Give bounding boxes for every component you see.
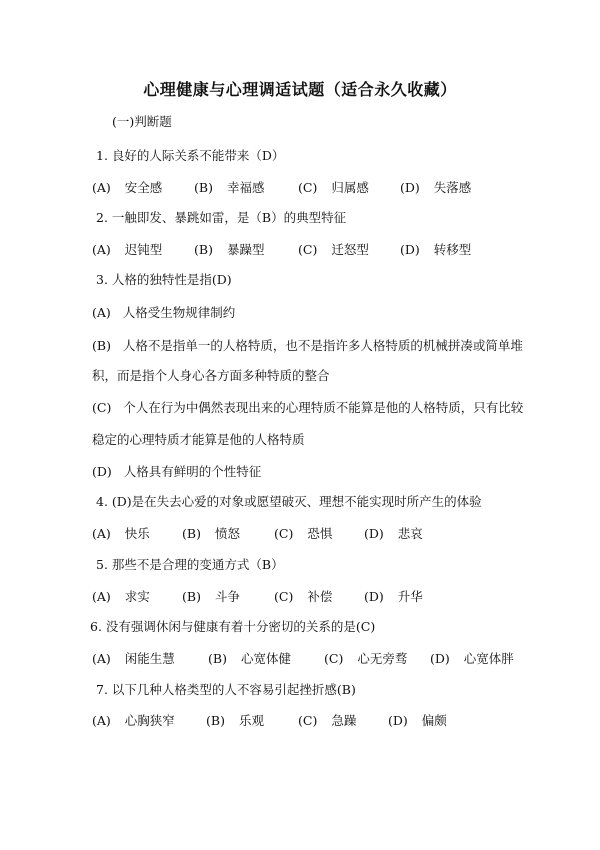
question-4: 4. (D)是在失去心爱的对象或愿望破灭、理想不能实现时所产生的体验 bbox=[96, 494, 482, 509]
option-d: (D) 悲哀 bbox=[364, 526, 423, 541]
option-b: (B) 幸福感 bbox=[194, 180, 265, 195]
option-b: (B) 乐观 bbox=[206, 713, 264, 728]
question-3: 3. 人格的独特性是指(D) bbox=[96, 272, 232, 287]
option-d: (D) 心宽体胖 bbox=[430, 651, 514, 666]
question-3-option-c: (C) 个人在行为中偶然表现出来的心理特质不能算是他的人格特质，只有比较 bbox=[92, 400, 524, 415]
option-c: (C) 心无旁骛 bbox=[324, 651, 408, 666]
question-1: 1. 良好的人际关系不能带来（D） bbox=[96, 148, 285, 163]
option-a: (A) 求实 bbox=[92, 589, 150, 604]
option-c: (C) 恐惧 bbox=[274, 526, 333, 541]
option-d: (D) 升华 bbox=[364, 589, 423, 604]
option-c: (C) 补偿 bbox=[274, 589, 333, 604]
option-c: (C) 迁怒型 bbox=[298, 242, 369, 257]
option-a: (A) 迟钝型 bbox=[92, 242, 163, 257]
question-3-option-d: (D) 人格具有鲜明的个性特征 bbox=[92, 464, 262, 479]
option-b: (B) 愤怒 bbox=[182, 526, 240, 541]
question-3-option-b: (B) 人格不是指单一的人格特质，也不是指许多人格特质的机械拼凑或简单堆 bbox=[92, 338, 523, 353]
option-a: (A) 心胸狭窄 bbox=[92, 713, 175, 728]
option-b: (B) 斗争 bbox=[182, 589, 240, 604]
question-6: 6. 没有强调休闲与健康有着十分密切的关系的是(C) bbox=[90, 619, 376, 634]
option-d: (D) 转移型 bbox=[400, 242, 472, 257]
option-a: (A) 安全感 bbox=[92, 180, 163, 195]
option-d: (D) 失落感 bbox=[400, 180, 472, 195]
option-b: (B) 心宽体健 bbox=[208, 651, 291, 666]
question-7: 7. 以下几种人格类型的人不容易引起挫折感(B) bbox=[96, 682, 356, 697]
page-title: 心理健康与心理调适试题（适合永久收藏） bbox=[143, 80, 457, 99]
question-5: 5. 那些不是合理的变通方式（B） bbox=[96, 557, 284, 572]
question-2: 2. 一触即发、暴跳如雷，是（B）的典型特征 bbox=[96, 210, 347, 225]
question-3-option-a: (A) 人格受生物规律制约 bbox=[92, 305, 236, 320]
section-heading: (一)判断题 bbox=[112, 114, 172, 129]
question-3-option-b-cont: 积，而是指个人身心各方面多种特质的整合 bbox=[92, 368, 330, 383]
option-b: (B) 暴躁型 bbox=[194, 242, 265, 257]
option-c: (C) 归属感 bbox=[298, 180, 369, 195]
option-c: (C) 急躁 bbox=[298, 713, 357, 728]
question-3-option-c-cont: 稳定的心理特质才能算是他的人格特质 bbox=[92, 432, 305, 447]
option-a: (A) 快乐 bbox=[92, 526, 150, 541]
option-a: (A) 闲能生慧 bbox=[92, 651, 175, 666]
option-d: (D) 偏颇 bbox=[388, 713, 447, 728]
